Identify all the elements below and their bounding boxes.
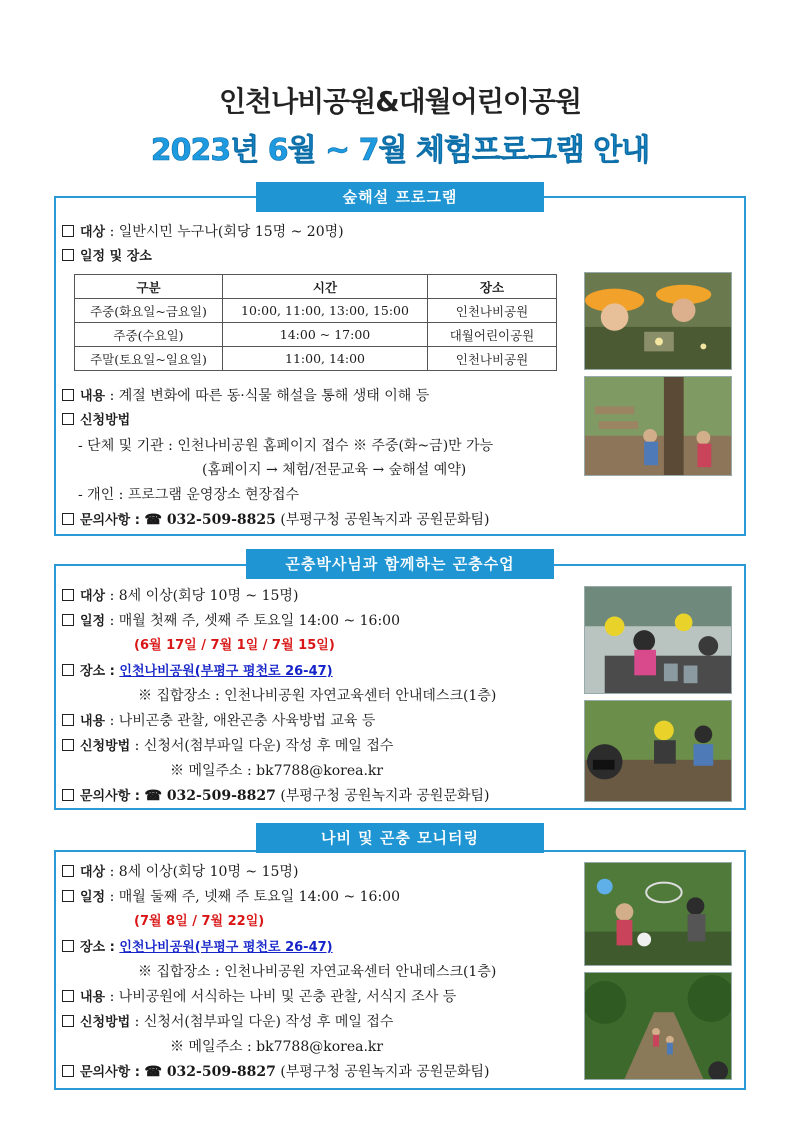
- apply-row: 신청방법 : 신청서(첨부파일 다운) 작성 후 메일 접수: [62, 1012, 393, 1033]
- schedule-row: 일정 : 매월 둘째 주, 넷째 주 토요일 14:00 ~ 16:00: [62, 887, 400, 908]
- schedule-table: [74, 274, 557, 371]
- table-cell: 인천나비공원: [428, 347, 557, 371]
- checkbox-icon: [62, 714, 74, 726]
- table-header: 구분: [75, 275, 223, 299]
- checkbox-icon: [62, 664, 74, 676]
- checkbox-icon: [62, 739, 74, 751]
- content-row: 내용 : 나비곤충 관찰, 애완곤충 사육방법 교육 등: [62, 711, 375, 732]
- contact-row: 문의사항 : ☎ 032-509-8825 (부평구청 공원녹지과 공원문화팀): [62, 510, 489, 531]
- schedule-dates: (6월 17일 / 7월 1일 / 7월 15일): [134, 638, 335, 653]
- phone-number: ☎ 032-509-8825: [144, 512, 276, 528]
- table-cell: 11:00, 14:00: [223, 347, 428, 371]
- checkbox-icon: [62, 1015, 74, 1027]
- checkbox-icon: [62, 225, 74, 237]
- place-row: 장소 : 인천나비공원(부평구 평천로 26-47): [62, 661, 333, 682]
- table-cell: 주말(토요일~일요일): [75, 347, 223, 371]
- phone-number: ☎ 032-509-8827: [144, 1064, 276, 1080]
- schedule-dates: (7월 8일 / 7월 22일): [134, 914, 265, 929]
- table-header-row: [75, 275, 557, 299]
- apply-individual-text: - 개인 : 프로그램 운영장소 현장접수: [78, 487, 300, 503]
- checkbox-icon: [62, 389, 74, 401]
- checkbox-icon: [62, 249, 74, 261]
- meeting-place: ※ 집합장소 : 인천나비공원 자연교육센터 안내데스크(1층): [138, 964, 497, 980]
- table-header: 장소: [428, 275, 557, 299]
- photo-forest-tree: [584, 376, 732, 476]
- place-link[interactable]: 인천나비공원(부평구 평천로 26-47): [119, 664, 333, 679]
- content-row: 내용 : 나비공원에 서식하는 나비 및 곤충 관찰, 서식지 조사 등: [62, 987, 456, 1008]
- phone-number: ☎ 032-509-8827: [144, 788, 276, 804]
- checkbox-icon: [62, 990, 74, 1002]
- table-cell: 주중(화요일~금요일): [75, 299, 223, 323]
- target-row: 대상 : 일반시민 누구나(회당 15명 ~ 20명): [62, 222, 344, 243]
- checkbox-icon: [62, 513, 74, 525]
- table-cell: 14:00 ~ 17:00: [223, 323, 428, 347]
- section-title-monitoring: 나비 및 곤충 모니터링: [256, 823, 544, 853]
- table-cell: 대월어린이공원: [428, 323, 557, 347]
- apply-row: 신청방법: [62, 410, 130, 431]
- table-cell: 인천나비공원: [428, 299, 557, 323]
- checkbox-icon: [62, 614, 74, 626]
- table-cell: 10:00, 11:00, 13:00, 15:00: [223, 299, 428, 323]
- contact-row: 문의사항 : ☎ 032-509-8827 (부평구청 공원녹지과 공원문화팀): [62, 1062, 489, 1083]
- table-header: 시간: [223, 275, 428, 299]
- checkbox-icon: [62, 789, 74, 801]
- contact-row: 문의사항 : ☎ 032-509-8827 (부평구청 공원녹지과 공원문화팀): [62, 786, 489, 807]
- table-row: [75, 323, 557, 347]
- target-row: 대상 : 8세 이상(회당 10명 ~ 15명): [62, 862, 298, 883]
- section-title-insect-class: 곤충박사님과 함께하는 곤충수업: [246, 549, 554, 579]
- apply-group-text: - 단체 및 기관 : 인천나비공원 홈페이지 접수 ※ 주중(화~금)만 가능: [78, 438, 494, 454]
- table-cell: 주중(수요일): [75, 323, 223, 347]
- photo-monitoring-trail: [584, 972, 732, 1080]
- content-row: 내용 : 계절 변화에 따른 동·식물 해설을 통해 생태 이해 등: [62, 386, 429, 407]
- table-row: [75, 347, 557, 371]
- checkbox-icon: [62, 940, 74, 952]
- section-title-forest: 숲해설 프로그램: [256, 182, 544, 212]
- apply-row: 신청방법 : 신청서(첨부파일 다운) 작성 후 메일 접수: [62, 736, 393, 757]
- photo-monitoring-net: [584, 862, 732, 966]
- checkbox-icon: [62, 413, 74, 425]
- apply-group-path: (홈페이지 → 체험/전문교육 → 숲해설 예약): [202, 462, 467, 478]
- checkbox-icon: [62, 1065, 74, 1077]
- email-address: ※ 메일주소 : bk7788@korea.kr: [170, 763, 384, 779]
- page-title: 인천나비공원&대월어린이공원: [218, 85, 582, 118]
- place-row: 장소 : 인천나비공원(부평구 평천로 26-47): [62, 937, 333, 958]
- place-link[interactable]: 인천나비공원(부평구 평천로 26-47): [119, 940, 333, 955]
- page-subtitle: 2023년 6월 ~ 7월 체험프로그램 안내: [150, 133, 650, 168]
- checkbox-icon: [62, 865, 74, 877]
- photo-insect-class-table: [584, 586, 732, 694]
- table-row: [75, 299, 557, 323]
- photo-forest-magnifier: [584, 272, 732, 370]
- schedule-row: 일정 : 매월 첫째 주, 셋째 주 토요일 14:00 ~ 16:00: [62, 611, 400, 632]
- email-address: ※ 메일주소 : bk7788@korea.kr: [170, 1039, 384, 1055]
- photo-insect-class-kids: [584, 700, 732, 802]
- checkbox-icon: [62, 890, 74, 902]
- schedule-row: 일정 및 장소: [62, 246, 152, 267]
- target-row: 대상 : 8세 이상(회당 10명 ~ 15명): [62, 586, 298, 607]
- meeting-place: ※ 집합장소 : 인천나비공원 자연교육센터 안내데스크(1층): [138, 688, 497, 704]
- checkbox-icon: [62, 589, 74, 601]
